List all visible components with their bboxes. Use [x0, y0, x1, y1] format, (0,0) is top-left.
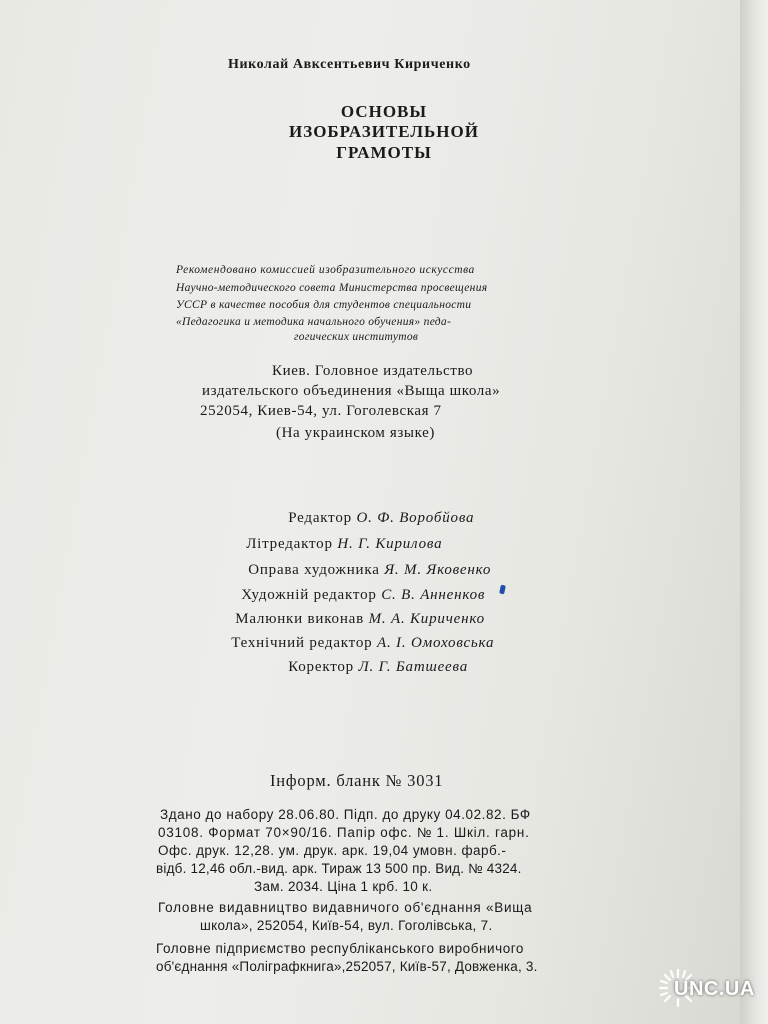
credit-person: О. Ф. Воробйова	[356, 510, 475, 526]
imprint-line-8: Головне підприємство республіканського виробничого	[156, 941, 524, 956]
credit-person: М. А. Кириченко	[368, 611, 485, 627]
credit-proofreader	[270, 645, 468, 690]
recommendation-line-5: гогических институтов	[294, 331, 419, 343]
imprint-line-6: Головне видавництво видавничого об'єднання «Вища	[158, 900, 533, 915]
credit-role: Літредактор	[246, 536, 333, 552]
imprint-line-1: Здано до набору 28.06.80. Підп. до друку 04.02.82. БФ	[160, 807, 531, 822]
title-line-2: ИЗОБРАЗИТЕЛЬНОЙ	[289, 122, 479, 141]
recommendation-line-1: Рекомендовано комиссией изобразительного искусства	[176, 264, 475, 276]
credit-role: Коректор	[288, 659, 354, 675]
imprint-line-3: Офс. друк. 12,28. ум. друк. арк. 19,04 умовн. фарб.-	[158, 843, 507, 858]
title-line-3: ГРАМОТЫ	[336, 143, 432, 162]
publisher-line-3: 252054, Киев-54, ул. Гоголевская 7	[200, 403, 442, 419]
title-line-1: ОСНОВЫ	[340, 102, 428, 121]
credit-role: Художній редактор	[241, 587, 377, 603]
imprint-line-7: школа», 252054, Київ-54, вул. Гоголівська, 7.	[200, 918, 493, 933]
credit-role: Малюнки виконав	[235, 611, 365, 627]
inform-blank: Інформ. бланк № 3031	[270, 771, 444, 790]
author-name: Николай Авксентьевич Кириченко	[228, 57, 471, 72]
credit-person: А. І. Омоховська	[376, 635, 495, 651]
pen-mark	[499, 585, 506, 595]
recommendation-line-3: УССР в качестве пособия для студентов специальности	[176, 299, 472, 311]
credit-role: Оправа художника	[248, 562, 380, 578]
credit-role: Редактор	[288, 510, 352, 526]
watermark-logo	[656, 966, 764, 1016]
recommendation-line-2: Научно-методического совета Министерства просвещения	[176, 282, 488, 294]
credit-person: С. В. Анненков	[381, 587, 486, 603]
recommendation-line-4: «Педагогика и методика начального обучения» педа-	[176, 316, 452, 328]
credit-person: Л. Г. Батшеева	[358, 659, 469, 675]
imprint-line-4: відб. 12,46 обл.-вид. арк. Тираж 13 500 пр. Вид. № 4324.	[156, 861, 522, 876]
watermark-text: UNC.UA	[674, 978, 755, 1000]
publisher-line-1: Киев. Головное издательство	[272, 363, 474, 379]
imprint-line-2: 03108. Формат 70×90/16. Папір офс. № 1. Шкіл. гарн.	[158, 825, 530, 840]
credit-role: Технічний редактор	[231, 635, 373, 651]
credit-person: Н. Г. Кирилова	[337, 536, 443, 552]
imprint-line-5: Зам. 2034. Ціна 1 крб. 10 к.	[254, 879, 433, 894]
language-note: (На украинском языке)	[276, 425, 435, 441]
credit-person: Я. М. Яковенко	[384, 562, 492, 578]
next-page-edge	[740, 0, 768, 1024]
publisher-line-2: издательского объединения «Выща школа»	[202, 383, 501, 399]
imprint-line-9: об'єднання «Поліграфкнига»,252057, Київ-57, Довженка, 3.	[156, 959, 538, 974]
